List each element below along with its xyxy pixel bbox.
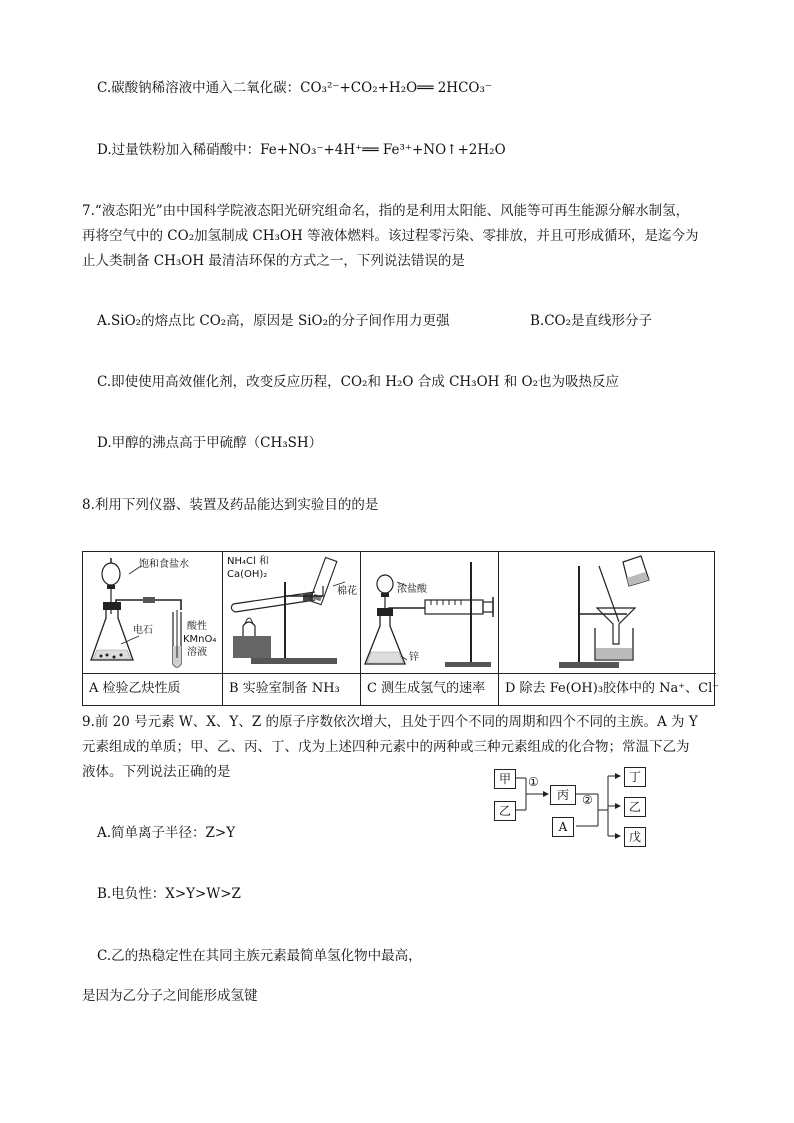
step-1-label: ① <box>528 775 539 789</box>
node-bing: 丙 <box>550 785 576 805</box>
label-kmno4: KMnO₄ <box>183 634 217 645</box>
label-nh4cl: NH₄Cl 和 <box>227 556 269 567</box>
caption-a: A 检验乙炔性质 <box>83 673 223 705</box>
label-caoh2: Ca(OH)₂ <box>227 569 268 580</box>
q9-stem-line3: 液体。下列说法正确的是 <box>82 764 231 780</box>
node-wu: 戊 <box>624 827 646 847</box>
q8-stem: 8.利用下列仪器、装置及药品能达到实验目的的是 <box>82 497 379 513</box>
experiment-table <box>82 551 720 706</box>
caption-b: B 实验室制备 NH₃ <box>223 673 361 705</box>
node-yi-product: 乙 <box>624 797 646 817</box>
q7-option-c: C.即使使用高效催化剂，改变反应历程，CO₂和 H₂O 合成 CH₃OH 和 O₂也为吸热反应 <box>97 374 619 390</box>
q7-stem-line3: 止人类制备 CH₃OH 最清洁环保的方式之一，下列说法错误的是 <box>82 253 465 269</box>
caption-c: C 测生成氢气的速率 <box>361 673 499 705</box>
q9-stem-line2: 元素组成的单质；甲、乙、丙、丁、戊为上述四种元素中的两种或三种元素组成的化合物；常温下乙为 <box>82 739 690 755</box>
hydrogen-rate-apparatus-figure <box>361 552 499 673</box>
node-jia: 甲 <box>494 769 516 789</box>
node-a: A <box>552 817 574 837</box>
q7-option-a: A.SiO₂的熔点比 CO₂高，原因是 SiO₂的分子间作用力更强 <box>97 313 450 329</box>
q7-stem-line1: 7.“液态阳光”由中国科学院液态阳光研究组命名，指的是利用太阳能、风能等可再生能源分解水制氢， <box>82 203 690 219</box>
apparatus-d <box>499 552 716 673</box>
label-brine: 饱和食盐水 <box>139 559 189 570</box>
label-solution: 溶液 <box>187 647 207 658</box>
q9-stem-line1: 9.前 20 号元素 W、X、Y、Z 的原子序数依次增大，且处于四个不同的周期和四个不同的主族。A 为 Y <box>82 714 698 730</box>
label-acidic: 酸性 <box>187 621 207 632</box>
apparatus-b <box>223 552 361 673</box>
apparatus-a <box>83 552 223 673</box>
filtration-apparatus-figure <box>499 552 716 673</box>
q7-option-d: D.甲醇的沸点高于甲硫醇（CH₃SH） <box>97 435 323 451</box>
q9-option-b: B.电负性：X>Y>W>Z <box>97 886 241 902</box>
label-conc-hcl: 浓盐酸 <box>397 584 427 595</box>
q7-option-b: B.CO₂是直线形分子 <box>530 313 653 329</box>
step-2-label: ② <box>582 793 593 807</box>
node-yi: 乙 <box>494 801 516 821</box>
q6-option-c: C.碳酸钠稀溶液中通入二氧化碳：CO₃²⁻+CO₂+H₂O══ 2HCO₃⁻ <box>97 80 493 96</box>
q9-option-c: C.乙的热稳定性在其同主族元素最简单氢化物中最高， <box>97 948 422 964</box>
apparatus-c <box>361 552 499 673</box>
label-zinc: 锌 <box>409 652 419 663</box>
q6-option-d: D.过量铁粉加入稀硝酸中：Fe+NO₃⁻+4H⁺══ Fe³⁺+NO↑+2H₂O <box>97 142 506 158</box>
node-ding: 丁 <box>624 767 646 787</box>
q7-stem-line2: 再将空气中的 CO₂加氢制成 CH₃OH 等液体燃料。该过程零污染、零排放，并且可形成循环，是迄今为 <box>82 228 699 244</box>
q9-option-a: A.简单离子半径：Z>Y <box>97 825 236 841</box>
label-calcium-carbide: 电石 <box>133 625 153 636</box>
reaction-flow-diagram <box>490 764 650 846</box>
q9-option-c-continued: 是因为乙分子之间能形成氢键 <box>82 988 258 1004</box>
label-cotton: 棉花 <box>337 586 357 597</box>
caption-d: D 除去 Fe(OH)₃胶体中的 Na⁺、Cl⁻ <box>499 673 716 705</box>
